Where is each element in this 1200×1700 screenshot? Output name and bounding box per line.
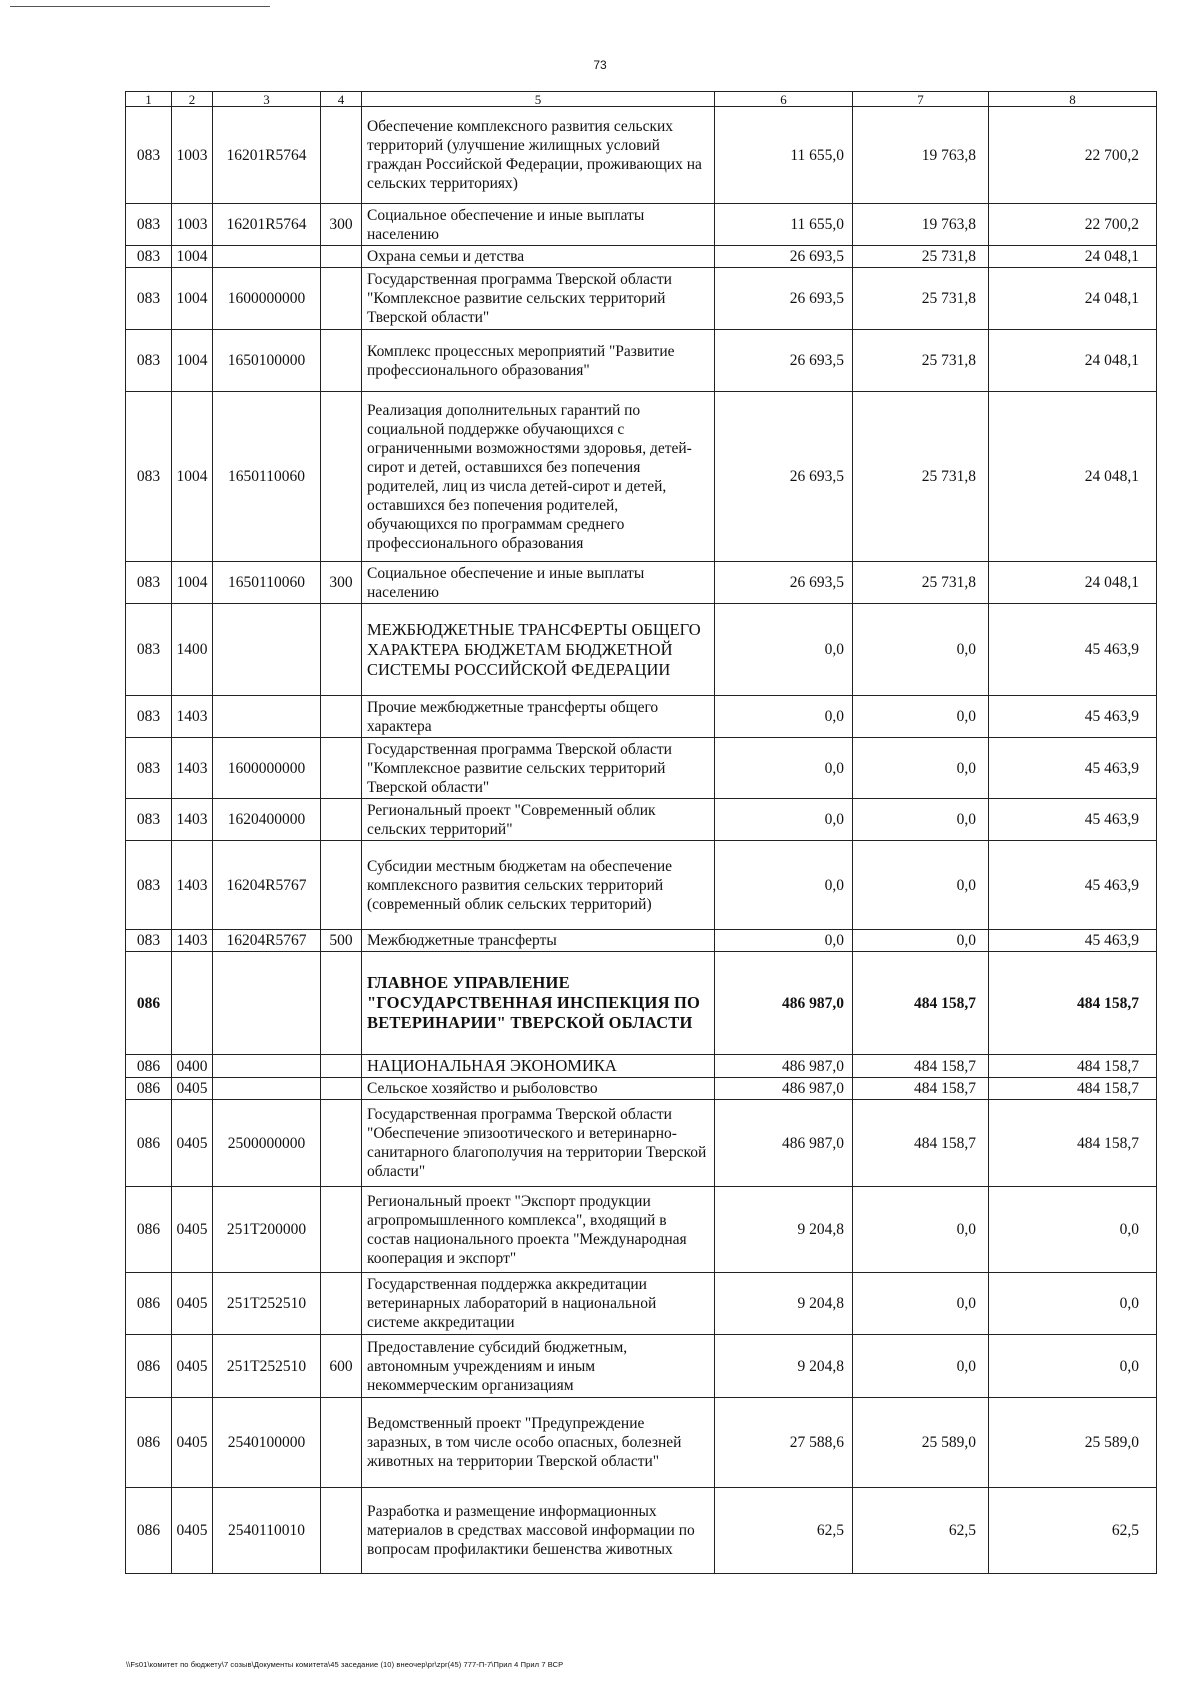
cell-amount-year3: 484 158,7 bbox=[989, 952, 1157, 1055]
cell-ministry: 086 bbox=[126, 1187, 172, 1273]
cell-amount-year3: 45 463,9 bbox=[989, 738, 1157, 799]
cell-amount-year3: 0,0 bbox=[989, 1187, 1157, 1273]
cell-amount-year1: 0,0 bbox=[715, 696, 853, 738]
cell-amount-year2: 484 158,7 bbox=[853, 1055, 989, 1078]
cell-section: 0405 bbox=[172, 1273, 213, 1335]
cell-ministry: 086 bbox=[126, 952, 172, 1055]
table-row bbox=[126, 841, 1157, 930]
cell-description: Предоставление субсидий бюджетным, автономным учреждениям и иным некоммерческим организациям bbox=[362, 1335, 715, 1398]
cell-amount-year1: 486 987,0 bbox=[715, 1078, 853, 1100]
cell-amount-year3: 45 463,9 bbox=[989, 696, 1157, 738]
header-col-6: 6 bbox=[715, 92, 853, 107]
cell-expense-type bbox=[321, 1100, 362, 1187]
cell-expense-type bbox=[321, 696, 362, 738]
header-col-5: 5 bbox=[362, 92, 715, 107]
cell-amount-year2: 0,0 bbox=[853, 841, 989, 930]
budget-table-wrapper bbox=[125, 91, 1156, 1574]
cell-amount-year3: 24 048,1 bbox=[989, 268, 1157, 330]
cell-section: 0405 bbox=[172, 1100, 213, 1187]
budget-table bbox=[125, 91, 1157, 1574]
header-col-7: 7 bbox=[853, 92, 989, 107]
header-col-8: 8 bbox=[989, 92, 1157, 107]
table-row bbox=[126, 1273, 1157, 1335]
cell-amount-year1: 26 693,5 bbox=[715, 246, 853, 268]
cell-target-article: 251Т252510 bbox=[213, 1273, 321, 1335]
cell-amount-year3: 0,0 bbox=[989, 1335, 1157, 1398]
cell-expense-type: 300 bbox=[321, 204, 362, 246]
cell-amount-year3: 24 048,1 bbox=[989, 562, 1157, 604]
cell-expense-type bbox=[321, 738, 362, 799]
cell-expense-type bbox=[321, 268, 362, 330]
cell-description: Прочие межбюджетные трансферты общего характера bbox=[362, 696, 715, 738]
table-row-department-total bbox=[126, 952, 1157, 1055]
cell-amount-year1: 0,0 bbox=[715, 799, 853, 841]
cell-expense-type bbox=[321, 1187, 362, 1273]
cell-expense-type bbox=[321, 604, 362, 696]
cell-section: 0405 bbox=[172, 1488, 213, 1574]
table-row bbox=[126, 392, 1157, 562]
cell-section: 0405 bbox=[172, 1078, 213, 1100]
cell-ministry: 083 bbox=[126, 268, 172, 330]
table-row bbox=[126, 930, 1157, 952]
cell-expense-type bbox=[321, 841, 362, 930]
cell-section: 1003 bbox=[172, 107, 213, 204]
cell-target-article bbox=[213, 1055, 321, 1078]
cell-expense-type bbox=[321, 1488, 362, 1574]
cell-amount-year1: 11 655,0 bbox=[715, 107, 853, 204]
cell-expense-type bbox=[321, 1055, 362, 1078]
table-row bbox=[126, 1335, 1157, 1398]
cell-target-article bbox=[213, 1078, 321, 1100]
cell-target-article: 1620400000 bbox=[213, 799, 321, 841]
cell-target-article: 1600000000 bbox=[213, 738, 321, 799]
cell-amount-year3: 484 158,7 bbox=[989, 1078, 1157, 1100]
cell-target-article: 1650110060 bbox=[213, 392, 321, 562]
table-row bbox=[126, 268, 1157, 330]
cell-amount-year1: 9 204,8 bbox=[715, 1273, 853, 1335]
cell-description: Государственная программа Тверской области "Комплексное развитие сельских территорий Тверской области" bbox=[362, 268, 715, 330]
cell-amount-year2: 19 763,8 bbox=[853, 107, 989, 204]
cell-amount-year2: 0,0 bbox=[853, 1273, 989, 1335]
cell-expense-type bbox=[321, 1398, 362, 1488]
cell-section: 1403 bbox=[172, 799, 213, 841]
cell-target-article: 1650100000 bbox=[213, 330, 321, 392]
footer-file-path: \\Fs01\комитет по бюджету\7 созыв\Документы комитета\45 заседание (10) внеочер\pr\zpr(45) 777-П-7\Прил 4 Прил 7 ВСР bbox=[126, 1660, 564, 1669]
cell-section: 0400 bbox=[172, 1055, 213, 1078]
cell-description: Региональный проект "Экспорт продукции агропромышленного комплекса", входящий в состав национального проекта "Международная кооперация и экспорт" bbox=[362, 1187, 715, 1273]
header-col-4: 4 bbox=[321, 92, 362, 107]
cell-amount-year2: 25 731,8 bbox=[853, 330, 989, 392]
cell-description: МЕЖБЮДЖЕТНЫЕ ТРАНСФЕРТЫ ОБЩЕГО ХАРАКТЕРА БЮДЖЕТАМ БЮДЖЕТНОЙ СИСТЕМЫ РОССИЙСКОЙ ФЕДЕРАЦИИ bbox=[362, 604, 715, 696]
cell-amount-year3: 45 463,9 bbox=[989, 604, 1157, 696]
header-col-2: 2 bbox=[172, 92, 213, 107]
table-row bbox=[126, 1055, 1157, 1078]
cell-section: 1004 bbox=[172, 562, 213, 604]
cell-amount-year1: 26 693,5 bbox=[715, 268, 853, 330]
cell-amount-year2: 0,0 bbox=[853, 1335, 989, 1398]
cell-amount-year2: 0,0 bbox=[853, 799, 989, 841]
cell-description: Субсидии местным бюджетам на обеспечение комплексного развития сельских территорий (современный облик сельских территорий) bbox=[362, 841, 715, 930]
cell-section: 1004 bbox=[172, 392, 213, 562]
cell-ministry: 083 bbox=[126, 604, 172, 696]
table-row bbox=[126, 604, 1157, 696]
cell-amount-year1: 26 693,5 bbox=[715, 562, 853, 604]
table-row bbox=[126, 246, 1157, 268]
cell-ministry: 083 bbox=[126, 930, 172, 952]
cell-description: Обеспечение комплексного развития сельских территорий (улучшение жилищных условий граждан Российской Федерации, проживающих на сельских территориях) bbox=[362, 107, 715, 204]
header-col-3: 3 bbox=[213, 92, 321, 107]
cell-ministry: 086 bbox=[126, 1100, 172, 1187]
cell-description: Межбюджетные трансферты bbox=[362, 930, 715, 952]
cell-description: Реализация дополнительных гарантий по социальной поддержке обучающихся с ограниченными возможностями здоровья, детей-сирот и детей, оставшихся без попечения родителей, лиц из числа детей-сирот и детей, оставшихся без попечения родителей, обучающихся по программам среднего профессионального образования bbox=[362, 392, 715, 562]
cell-target-article: 1600000000 bbox=[213, 268, 321, 330]
cell-description: Государственная программа Тверской области "Комплексное развитие сельских территорий Тверской области" bbox=[362, 738, 715, 799]
cell-description: НАЦИОНАЛЬНАЯ ЭКОНОМИКА bbox=[362, 1055, 715, 1078]
header-col-1: 1 bbox=[126, 92, 172, 107]
cell-ministry: 086 bbox=[126, 1078, 172, 1100]
cell-amount-year2: 0,0 bbox=[853, 738, 989, 799]
cell-amount-year3: 45 463,9 bbox=[989, 930, 1157, 952]
cell-description: ГЛАВНОЕ УПРАВЛЕНИЕ "ГОСУДАРСТВЕННАЯ ИНСПЕКЦИЯ ПО ВЕТЕРИНАРИИ" ТВЕРСКОЙ ОБЛАСТИ bbox=[362, 952, 715, 1055]
cell-target-article: 16204R5767 bbox=[213, 841, 321, 930]
cell-ministry: 083 bbox=[126, 738, 172, 799]
cell-description: Региональный проект "Современный облик сельских территорий" bbox=[362, 799, 715, 841]
cell-section: 1400 bbox=[172, 604, 213, 696]
cell-expense-type bbox=[321, 1273, 362, 1335]
cell-expense-type: 300 bbox=[321, 562, 362, 604]
cell-target-article: 251Т252510 bbox=[213, 1335, 321, 1398]
cell-amount-year2: 484 158,7 bbox=[853, 952, 989, 1055]
cell-description: Комплекс процессных мероприятий "Развитие профессионального образования" bbox=[362, 330, 715, 392]
cell-section: 1004 bbox=[172, 268, 213, 330]
cell-amount-year1: 0,0 bbox=[715, 738, 853, 799]
cell-amount-year2: 62,5 bbox=[853, 1488, 989, 1574]
cell-description: Социальное обеспечение и иные выплаты населению bbox=[362, 562, 715, 604]
cell-amount-year1: 9 204,8 bbox=[715, 1335, 853, 1398]
cell-amount-year3: 22 700,2 bbox=[989, 204, 1157, 246]
cell-amount-year1: 26 693,5 bbox=[715, 330, 853, 392]
cell-section: 1403 bbox=[172, 841, 213, 930]
cell-amount-year1: 62,5 bbox=[715, 1488, 853, 1574]
cell-target-article: 2540100000 bbox=[213, 1398, 321, 1488]
cell-amount-year3: 484 158,7 bbox=[989, 1100, 1157, 1187]
cell-amount-year2: 0,0 bbox=[853, 930, 989, 952]
cell-amount-year2: 19 763,8 bbox=[853, 204, 989, 246]
cell-ministry: 083 bbox=[126, 841, 172, 930]
cell-amount-year1: 0,0 bbox=[715, 604, 853, 696]
cell-amount-year2: 25 589,0 bbox=[853, 1398, 989, 1488]
cell-target-article bbox=[213, 696, 321, 738]
cell-amount-year3: 484 158,7 bbox=[989, 1055, 1157, 1078]
cell-expense-type bbox=[321, 246, 362, 268]
cell-target-article bbox=[213, 952, 321, 1055]
cell-description: Охрана семьи и детства bbox=[362, 246, 715, 268]
cell-amount-year1: 9 204,8 bbox=[715, 1187, 853, 1273]
cell-ministry: 083 bbox=[126, 562, 172, 604]
table-row bbox=[126, 562, 1157, 604]
cell-amount-year3: 24 048,1 bbox=[989, 392, 1157, 562]
table-row bbox=[126, 1100, 1157, 1187]
cell-target-article: 2540110010 bbox=[213, 1488, 321, 1574]
table-row bbox=[126, 738, 1157, 799]
cell-amount-year2: 0,0 bbox=[853, 696, 989, 738]
cell-amount-year1: 26 693,5 bbox=[715, 392, 853, 562]
cell-target-article: 1650110060 bbox=[213, 562, 321, 604]
table-row bbox=[126, 799, 1157, 841]
table-row bbox=[126, 204, 1157, 246]
top-rule bbox=[10, 6, 270, 7]
cell-target-article: 251Т200000 bbox=[213, 1187, 321, 1273]
cell-ministry: 086 bbox=[126, 1398, 172, 1488]
cell-amount-year1: 486 987,0 bbox=[715, 952, 853, 1055]
cell-expense-type bbox=[321, 1078, 362, 1100]
cell-description: Государственная поддержка аккредитации ветеринарных лабораторий в национальной системе аккредитации bbox=[362, 1273, 715, 1335]
cell-expense-type: 500 bbox=[321, 930, 362, 952]
cell-amount-year3: 25 589,0 bbox=[989, 1398, 1157, 1488]
cell-expense-type bbox=[321, 330, 362, 392]
cell-target-article: 16201R5764 bbox=[213, 204, 321, 246]
cell-target-article bbox=[213, 246, 321, 268]
cell-ministry: 083 bbox=[126, 696, 172, 738]
cell-amount-year3: 0,0 bbox=[989, 1273, 1157, 1335]
cell-amount-year1: 0,0 bbox=[715, 841, 853, 930]
cell-amount-year2: 0,0 bbox=[853, 604, 989, 696]
cell-amount-year1: 486 987,0 bbox=[715, 1100, 853, 1187]
cell-section: 1004 bbox=[172, 246, 213, 268]
cell-ministry: 086 bbox=[126, 1488, 172, 1574]
cell-section: 1403 bbox=[172, 696, 213, 738]
cell-section: 1403 bbox=[172, 930, 213, 952]
cell-amount-year1: 11 655,0 bbox=[715, 204, 853, 246]
cell-expense-type bbox=[321, 392, 362, 562]
cell-ministry: 083 bbox=[126, 246, 172, 268]
cell-amount-year3: 45 463,9 bbox=[989, 841, 1157, 930]
cell-amount-year3: 24 048,1 bbox=[989, 330, 1157, 392]
cell-amount-year3: 22 700,2 bbox=[989, 107, 1157, 204]
cell-amount-year2: 484 158,7 bbox=[853, 1078, 989, 1100]
cell-amount-year3: 62,5 bbox=[989, 1488, 1157, 1574]
cell-description: Разработка и размещение информационных материалов в средствах массовой информации по вопросам профилактики бешенства животных bbox=[362, 1488, 715, 1574]
cell-description: Социальное обеспечение и иные выплаты населению bbox=[362, 204, 715, 246]
cell-amount-year1: 0,0 bbox=[715, 930, 853, 952]
cell-target-article: 2500000000 bbox=[213, 1100, 321, 1187]
cell-amount-year2: 484 158,7 bbox=[853, 1100, 989, 1187]
cell-section: 0405 bbox=[172, 1398, 213, 1488]
cell-amount-year3: 24 048,1 bbox=[989, 246, 1157, 268]
cell-ministry: 086 bbox=[126, 1335, 172, 1398]
cell-ministry: 086 bbox=[126, 1273, 172, 1335]
cell-section: 1004 bbox=[172, 330, 213, 392]
table-row bbox=[126, 696, 1157, 738]
table-row bbox=[126, 1078, 1157, 1100]
cell-amount-year2: 25 731,8 bbox=[853, 392, 989, 562]
cell-ministry: 083 bbox=[126, 204, 172, 246]
cell-section: 1003 bbox=[172, 204, 213, 246]
table-row bbox=[126, 1488, 1157, 1574]
cell-description: Государственная программа Тверской области "Обеспечение эпизоотического и ветеринарно-санитарного благополучия на территории Тверской области" bbox=[362, 1100, 715, 1187]
header-row bbox=[126, 92, 1157, 107]
cell-expense-type bbox=[321, 107, 362, 204]
cell-section: 0405 bbox=[172, 1335, 213, 1398]
cell-target-article bbox=[213, 604, 321, 696]
cell-amount-year1: 486 987,0 bbox=[715, 1055, 853, 1078]
table-row bbox=[126, 1187, 1157, 1273]
cell-ministry: 083 bbox=[126, 392, 172, 562]
cell-amount-year2: 25 731,8 bbox=[853, 562, 989, 604]
cell-expense-type bbox=[321, 952, 362, 1055]
table-row bbox=[126, 1398, 1157, 1488]
cell-expense-type: 600 bbox=[321, 1335, 362, 1398]
cell-description: Ведомственный проект "Предупреждение заразных, в том числе особо опасных, болезней животных на территории Тверской области" bbox=[362, 1398, 715, 1488]
cell-ministry: 083 bbox=[126, 330, 172, 392]
cell-amount-year2: 0,0 bbox=[853, 1187, 989, 1273]
cell-ministry: 086 bbox=[126, 1055, 172, 1078]
table-row bbox=[126, 107, 1157, 204]
cell-section bbox=[172, 952, 213, 1055]
cell-ministry: 083 bbox=[126, 799, 172, 841]
cell-section: 0405 bbox=[172, 1187, 213, 1273]
cell-target-article: 16204R5767 bbox=[213, 930, 321, 952]
cell-description: Сельское хозяйство и рыболовство bbox=[362, 1078, 715, 1100]
cell-amount-year2: 25 731,8 bbox=[853, 268, 989, 330]
cell-section: 1403 bbox=[172, 738, 213, 799]
table-row bbox=[126, 330, 1157, 392]
cell-amount-year3: 45 463,9 bbox=[989, 799, 1157, 841]
cell-ministry: 083 bbox=[126, 107, 172, 204]
cell-expense-type bbox=[321, 799, 362, 841]
cell-amount-year1: 27 588,6 bbox=[715, 1398, 853, 1488]
page-number: 73 bbox=[593, 58, 607, 72]
cell-amount-year2: 25 731,8 bbox=[853, 246, 989, 268]
cell-target-article: 16201R5764 bbox=[213, 107, 321, 204]
